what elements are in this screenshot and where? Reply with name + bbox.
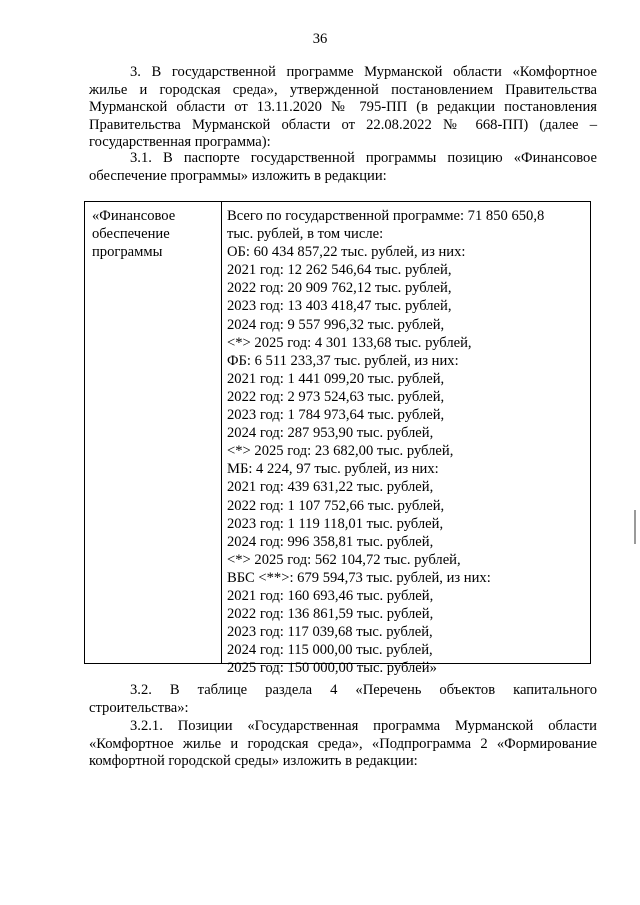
financing-value-line: 2023 год: 1 784 973,64 тыс. рублей, xyxy=(227,407,445,424)
financing-value-line: 2022 год: 136 861,59 тыс. рублей, xyxy=(227,606,434,623)
financing-value-line: 2021 год: 12 262 546,64 тыс. рублей, xyxy=(227,262,452,279)
financing-value-line: 2025 год: 150 000,00 тыс. рублей» xyxy=(227,660,437,677)
financing-value-line: 2021 год: 1 441 099,20 тыс. рублей, xyxy=(227,370,445,387)
financing-value-line: <*> 2025 год: 23 682,00 тыс. рублей, xyxy=(227,443,454,460)
page-number: 36 xyxy=(312,31,328,47)
paragraph-positions-change: 3.2.1. Позиции «Государственная программа Мурманской области «Комфортное жилье и городская среда», «Подпрограмма 2 «Формирование комфортной городской среды» изложить в редакции: xyxy=(89,718,597,769)
financing-value-line: 2021 год: 439 631,22 тыс. рублей, xyxy=(227,479,434,496)
scan-margin-mark xyxy=(634,510,636,544)
financing-value-line: 2023 год: 117 039,68 тыс. рублей, xyxy=(227,624,433,641)
financing-table-value-cell xyxy=(222,202,590,677)
paragraph-capital-construction-table: 3.2. В таблице раздела 4 «Перечень объектов капитального строительства»: xyxy=(89,682,597,716)
financing-value-line: тыс. рублей, в том числе: xyxy=(227,226,384,243)
financing-value-line: 2024 год: 115 000,00 тыс. рублей, xyxy=(227,642,433,659)
financing-label-line: «Финансовое xyxy=(92,208,176,224)
financing-value-line: 2024 год: 9 557 996,32 тыс. рублей, xyxy=(227,316,445,333)
financing-value-line: МБ: 4 224, 97 тыс. рублей, из них: xyxy=(227,461,439,478)
financing-table-label-cell xyxy=(85,202,222,663)
financing-value-line: <*> 2025 год: 4 301 133,68 тыс. рублей, xyxy=(227,334,472,351)
financing-value-line: ОБ: 60 434 857,22 тыс. рублей, из них: xyxy=(227,244,466,261)
financing-value-line: 2023 год: 13 403 418,47 тыс. рублей, xyxy=(227,298,452,315)
financing-value-line: 2024 год: 287 953,90 тыс. рублей, xyxy=(227,425,434,442)
paragraph-passport-change: 3.1. В паспорте государственной программы позицию «Финансовое обеспечение программы» изложить в редакции: xyxy=(89,150,597,184)
financing-label-line: программы xyxy=(92,244,163,261)
financing-value-line: ФБ: 6 511 233,37 тыс. рублей, из них: xyxy=(227,352,459,369)
financing-value-line: ВБС <**>: 679 594,73 тыс. рублей, из них: xyxy=(227,569,491,586)
financing-value-line: 2022 год: 2 973 524,63 тыс. рублей, xyxy=(227,388,445,405)
financing-value-line: <*> 2025 год: 562 104,72 тыс. рублей, xyxy=(227,551,461,568)
financing-value-line: 2022 год: 1 107 752,66 тыс. рублей, xyxy=(227,497,445,514)
financing-value-line: 2024 год: 996 358,81 тыс. рублей, xyxy=(227,533,434,550)
financing-value-line: Всего по государственной программе: 71 850 650,8 xyxy=(227,208,545,224)
financing-label-line: обеспечение xyxy=(92,226,170,243)
financing-table xyxy=(84,201,591,677)
financing-value-line: 2022 год: 20 909 762,12 тыс. рублей, xyxy=(227,280,452,297)
paragraph-amendment-intro: 3. В государственной программе Мурманской области «Комфортное жилье и городская среда», утвержденной постановлением Правительства Мурманской области от 13.11.2020 № 795-ПП (в редакции постановления Правительства Мурманской области от 22.08.2022 № 668-ПП) (далее – государственная программа): xyxy=(89,64,597,150)
financing-value-line: 2021 год: 160 693,46 тыс. рублей, xyxy=(227,587,434,604)
financing-value-line: 2023 год: 1 119 118,01 тыс. рублей, xyxy=(227,515,444,532)
